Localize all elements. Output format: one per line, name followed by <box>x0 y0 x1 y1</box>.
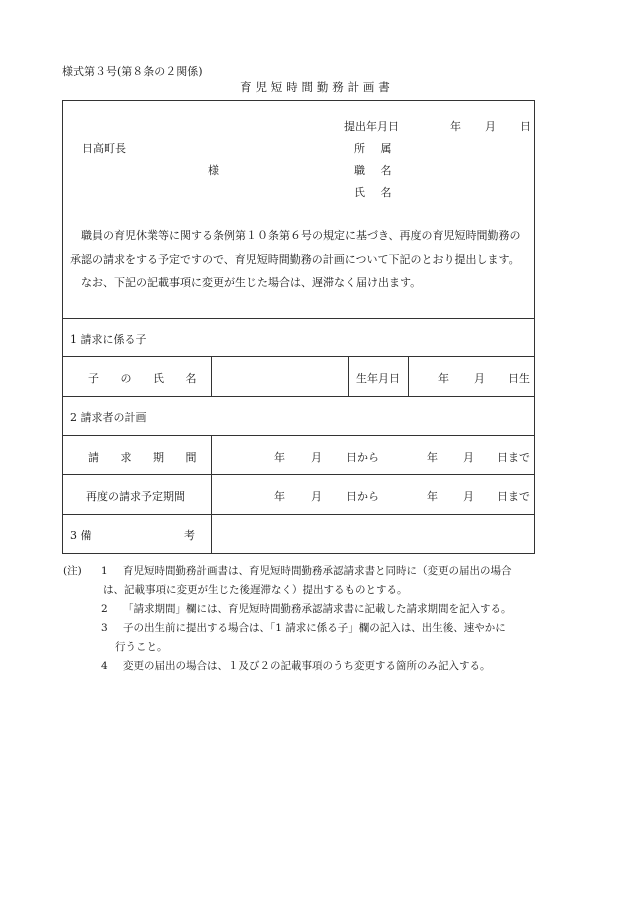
rule-section3 <box>62 514 535 515</box>
rule-period-top <box>62 435 535 436</box>
honorific: 様 <box>208 164 219 177</box>
declaration-paragraph-2: なお、下記の記載事項に変更が生じた場合は、遅滞なく届け出ます。 <box>81 276 422 289</box>
addressee: 日高町長 <box>82 142 126 155</box>
birthdate-label: 生年月日 <box>356 372 400 385</box>
remarks-field[interactable] <box>222 518 527 550</box>
note-1-text-cont: は、記載事項に変更が生じた後遅滞なく）提出するものとする。 <box>103 584 408 596</box>
position-label: 職 名 <box>354 164 398 177</box>
section2-heading: 2 請求者の計画 <box>70 411 147 424</box>
re-period-to-year: 年 <box>427 490 438 503</box>
remarks-heading-tail: 考 <box>184 529 195 542</box>
rule-reperiod-top <box>62 474 535 475</box>
period-from-month: 月 <box>311 451 322 464</box>
vrule-period <box>211 435 212 514</box>
note-1-text: 育児短時間勤務計画書は、育児短時間勤務承認請求書と同時に（変更の届出の場合 <box>123 565 512 577</box>
re-period-label: 再度の請求予定期間 <box>86 490 185 503</box>
rule-section1 <box>62 318 535 319</box>
re-period-to-day: 日まで <box>497 490 530 503</box>
birth-month: 月 <box>474 372 485 385</box>
birth-year: 年 <box>438 372 449 385</box>
note-3-text: 子の出生前に提出する場合は、「1 請求に係る子」欄の記入は、出生後、速やかに <box>123 622 506 634</box>
affiliation-label: 所 属 <box>354 142 398 155</box>
section1-heading: 1 請求に係る子 <box>70 333 147 346</box>
note-4-number: 4 <box>101 660 108 672</box>
vrule-remarks <box>211 514 212 554</box>
submit-date-label: 提出年月日 <box>344 120 399 133</box>
submit-date-day: 日 <box>520 120 531 133</box>
note-2-number: 2 <box>101 603 108 615</box>
birth-day: 日生 <box>508 372 530 385</box>
re-period-from-month: 月 <box>311 490 322 503</box>
period-to-year: 年 <box>427 451 438 464</box>
vrule-child-1 <box>211 356 212 396</box>
period-to-day: 日まで <box>497 451 530 464</box>
vrule-child-2 <box>348 356 349 396</box>
rule-section2 <box>62 396 535 397</box>
submit-date-month: 月 <box>485 120 496 133</box>
child-name-label: 子 の 氏 名 <box>88 372 206 385</box>
rule-child-row-top <box>62 356 535 357</box>
remarks-heading: 3 備 <box>70 529 92 542</box>
note-3-text-cont: 行うこと。 <box>115 641 168 653</box>
declaration-text <box>70 224 530 295</box>
form-frame <box>62 100 535 554</box>
vrule-child-3 <box>408 356 409 396</box>
submit-date-year: 年 <box>450 120 461 133</box>
document-title: 育 児 短 時 間 勤 務 計 画 書 <box>240 80 390 94</box>
form-number: 様式第３号(第８条の２関係) <box>62 65 203 78</box>
note-3-number: 3 <box>101 622 108 634</box>
declaration-paragraph-1: 職員の育児休業等に関する条例第１０条第６号の規定に基づき、再度の育児短時間勤務の承認の請求をする予定ですので、育児短時間勤務の計画について下記のとおり提出します。 <box>70 229 521 266</box>
re-period-from-day: 日から <box>346 490 379 503</box>
period-to-month: 月 <box>463 451 474 464</box>
re-period-to-month: 月 <box>463 490 474 503</box>
period-from-year: 年 <box>274 451 285 464</box>
note-2-text: 「請求期間」欄には、育児短時間勤務承認請求書に記載した請求期間を記入する。 <box>123 603 512 615</box>
name-label: 氏 名 <box>354 186 398 199</box>
period-label: 請 求 期 間 <box>88 451 206 464</box>
notes-prefix: (注) <box>63 565 82 577</box>
note-1-number: 1 <box>101 565 108 577</box>
child-name-field[interactable] <box>222 360 342 392</box>
re-period-from-year: 年 <box>274 490 285 503</box>
notes <box>63 562 573 676</box>
period-from-day: 日から <box>346 451 379 464</box>
note-4-text: 変更の届出の場合は、１及び２の記載事項のうち変更する箇所のみ記入する。 <box>123 660 491 672</box>
